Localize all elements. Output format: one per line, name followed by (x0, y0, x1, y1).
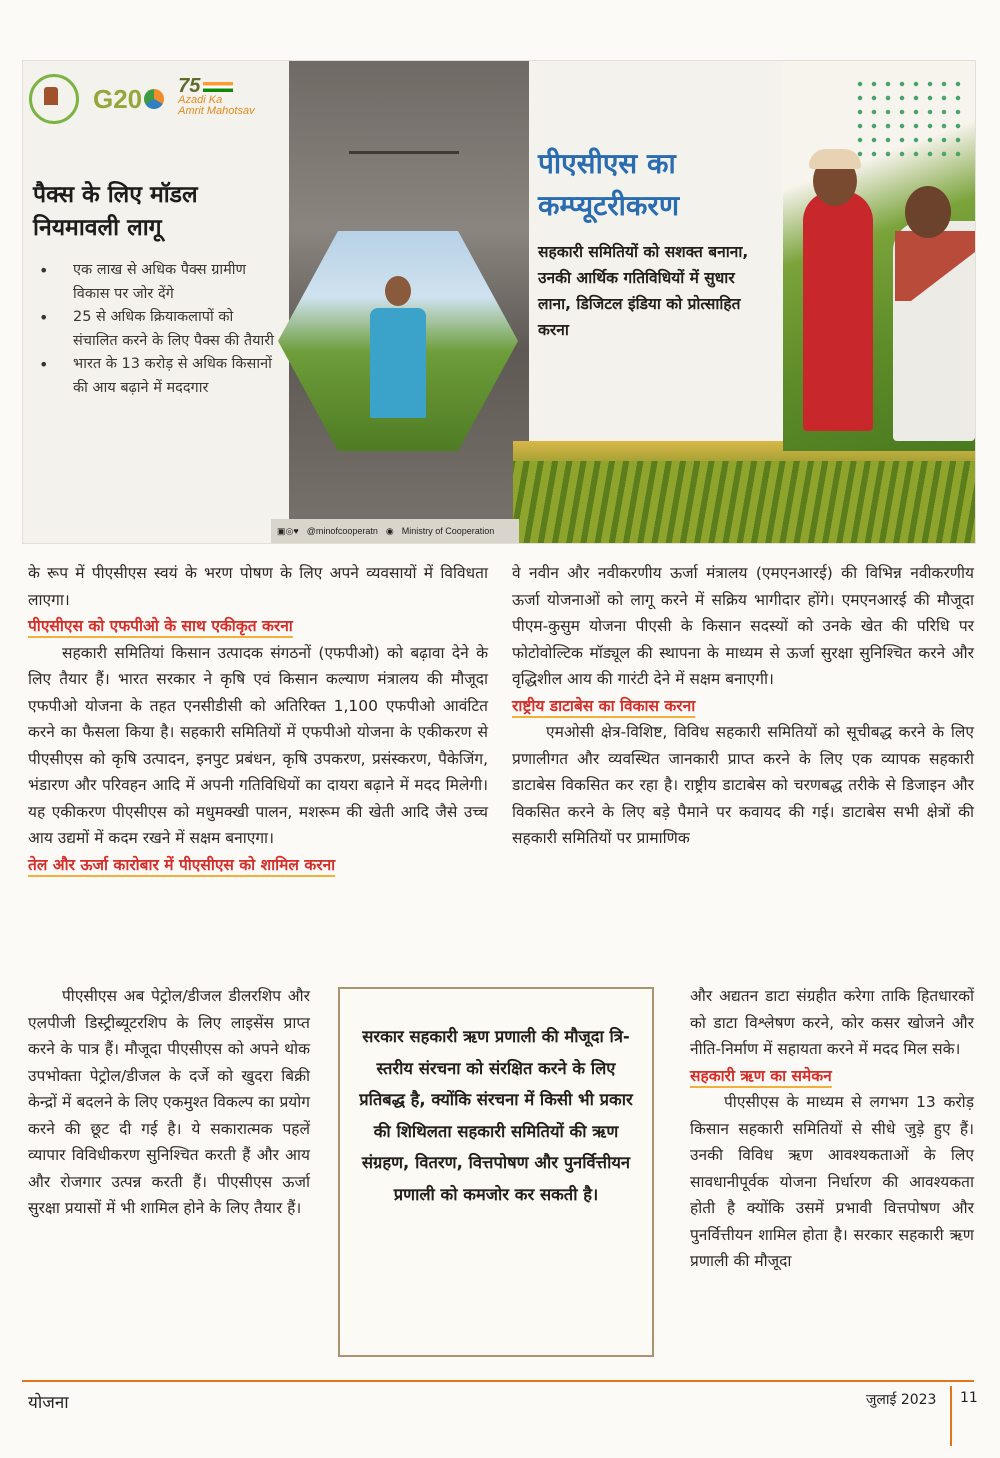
g20-globe-icon (144, 89, 164, 109)
decorative-dot-grid (853, 77, 963, 157)
right-column-lower (690, 983, 974, 1275)
paragraph: पीएसीएस अब पेट्रोल/डीजल डीलरशिप और एलपीजी डिस्ट्रीब्यूटरशिप के लिए लाइसेंस प्राप्त करने के पात्र हैं। मौजूदा पीएसीएस को अपने थोक उपभोक्ता पेट्रोल/डीजल के दर्जे को खुदरा बिक्री केन्द्रों में बदलने के लिए एकमुश्त विकल्प का प्रयोग करने की छूट दी गई है। ये सकारात्मक पहलें व्यापार विविधीकरण सुनिश्चित करती हैं और आय और रोजगार उत्पन्न करती हैं। पीएसीएस ऊर्जा सुरक्षा प्रयासों में भी शामिल होने के लिए तैयार हैं। (28, 987, 310, 1217)
footer-rule (22, 1380, 974, 1382)
footer-divider (950, 1386, 952, 1446)
national-emblem-logo (29, 74, 79, 124)
left-column-lower (28, 983, 310, 1222)
bullet-item: • भारत के 13 करोड़ से अधिक किसानों की आय बढ़ाने में मददगार (33, 353, 278, 400)
crop-field-photo (513, 441, 975, 543)
social-handle: @minofcooperatn (306, 526, 378, 536)
pull-quote-box: सरकार सहकारी ऋण प्रणाली की मौजूदा त्रि-स्तरीय संरचना को संरक्षित करने के लिए प्रतिबद्ध है, क्योंकि संरचना में किसी भी प्रकार की शिथिलता सहकारी समितियों की ऋण संग्रहण, वितरण, वित्तपोषण और पुनर्वित्तीयन प्रणाली को कमजोर कर सकती है। (338, 987, 654, 1357)
publication-name: योजना (28, 1393, 69, 1413)
model-bylaws-title: पैक्स के लिए मॉडल नियमावली लागू (33, 182, 198, 241)
section-heading: सहकारी ऋण का समेकन (690, 1066, 832, 1085)
ministry-logo-icon: ◉ (385, 525, 394, 536)
paragraph: एमओसी क्षेत्र-विशिष्ट, विविध सहकारी समितियों को सूचीबद्ध करने के लिए प्रणालीगत और व्यवस्थित जानकारी प्राप्त करने के लिए एक व्यापक सहकारी डाटाबेस विकसित कर रहा है। राष्ट्रीय डाटाबेस को चरणबद्ध तरीके से डिजाइन और विकसित करने के लिए बड़े पैमाने पर कवायद की गई। डाटाबेस सभी क्षेत्रों की सहकारी समितियों पर प्रामाणिक (512, 723, 974, 847)
paragraph: और अद्यतन डाटा संग्रहीत करेगा ताकि हितधारकों को डाटा विश्लेषण करने, कोर कसर खोजने और नीति-निर्माण में सहायता करने में मदद मिल सके। (690, 987, 974, 1058)
left-column (28, 560, 488, 878)
paragraph: सहकारी समितियां किसान उत्पादक संगठनों (एफपीओ) को बढ़ावा देने के लिए तैयार हैं। भारत सरकार ने कृषि एवं किसान कल्याण मंत्रालय की मौजूदा एफपीओ योजना के तहत एनसीडीसी को अतिरिक्त 1,100 एफपीओ आवंटित करने का फैसला किया है। सहकारी समितियों में एफपीओ योजना के एकीकरण से पीएसीएस को कृषि उत्पादन, इनपुट प्रबंधन, कृषि उपकरण, प्रसंस्करण, पैकेजिंग, भंडारण और परिवहन आदि में अपनी गतिविधियों का दायरा बढ़ाने में मदद मिलेगी। यह एकीकरण पीएसीएस को मधुमक्खी पालन, मशरूम की खेती आदि जैसे उच्च आय उद्यमों में कदम रखने में सक्षम बनाएगा। (28, 643, 488, 847)
pacs-computerisation-subtitle: सहकारी समितियों को सशक्त बनाना, उनकी आर्थिक गतिविधियों में सुधार लाना, डिजिटल इंडिया को प्रोत्साहित करना (538, 243, 749, 339)
infographic-banner (22, 60, 976, 544)
model-bylaws-bullet-list (33, 259, 278, 400)
paragraph: के रूप में पीएसीएस स्वयं के भरण पोषण के लिए अपने व्यवसायों में विविधता लाएगा। (28, 564, 488, 609)
tricolor-flag-icon (203, 82, 233, 92)
page-number: 11 (960, 1390, 978, 1406)
right-column (512, 560, 974, 852)
issue-date: जुलाई 2023 (866, 1392, 937, 1408)
social-footer-bar (271, 519, 519, 543)
pacs-computerisation-title: पीएसीएस का कम्प्यूटरीकरण (538, 147, 680, 222)
g20-logo: G20 (93, 84, 164, 115)
ministry-name: Ministry of Cooperation (401, 526, 495, 536)
bullet-item: • एक लाख से अधिक पैक्स ग्रामीण विकास पर जोर देंगे (33, 259, 278, 306)
paragraph: पीएसीएस के माध्यम से लगभग 13 करोड़ किसान सहकारी समितियों से सीधे जुड़े हुए हैं। उनकी विविध ऋण आवश्यकताओं के लिए सावधानीपूर्वक योजना निर्धारण की आवश्यकता होती है क्योंकि उसमें प्रभावी वित्तपोषण और पुनर्वित्तीयन शामिल होता है। सरकार सहकारी ऋण प्रणाली की मौजूदा (690, 1093, 974, 1270)
social-media-icons: ▣◎♥ (277, 525, 299, 536)
azadi-ka-amrit-mahotsav-logo: 75 Azadi Ka Amrit Mahotsav (178, 75, 255, 117)
section-heading: पीएसीएस को एफपीओ के साथ एकीकृत करना (28, 617, 293, 635)
farmer-figure (370, 276, 426, 426)
section-heading: तेल और ऊर्जा कारोबार में पीएसीएस को शामिल करना (28, 855, 336, 874)
bullet-item: • 25 से अधिक क्रियाकलापों को संचालित करने के लिए पैक्स की तैयारी (33, 306, 278, 353)
paragraph: वे नवीन और नवीकरणीय ऊर्जा मंत्रालय (एमएनआरई) की विभिन्न नवीकरणीय ऊर्जा योजनाओं को लागू करने में सक्रिय भागीदार होंगे। एमएनआरई की मौजूदा पीएम-कुसुम योजना पीएसी के किसान सदस्यों को उनके खेत की परिधि पर फोटोवोल्टिक मॉड्यूल की स्थापना के माध्यम से ऊर्जा सुरक्षा सुनिश्चित करने और वृद्धिशील आय की गारंटी देने में सक्षम बनाएगी। (512, 564, 974, 688)
section-heading: राष्ट्रीय डाटाबेस का विकास करना (512, 696, 696, 715)
logo-strip (29, 69, 279, 129)
